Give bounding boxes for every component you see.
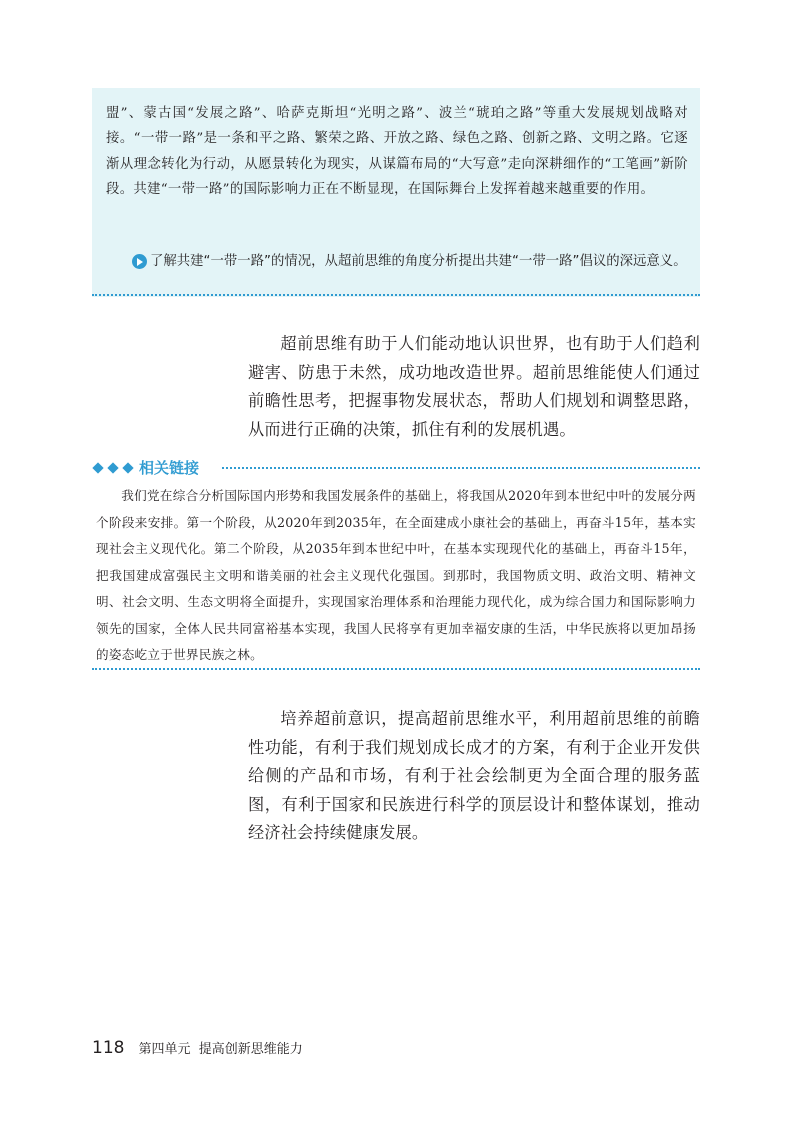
chapter-label: 提高创新思维能力	[198, 1042, 303, 1057]
diamond-icon	[122, 462, 133, 473]
related-link-heading	[94, 458, 199, 478]
case-box-divider	[92, 294, 700, 296]
page-number: 118	[92, 1038, 125, 1058]
body-paragraph-2: 培养超前意识，提高超前思维水平，利用超前思维的前瞻性功能，有利于我们规划成长成才的方案，有利于企业开发供给侧的产品和市场，有利于社会绘制更为全面合理的服务蓝图，有利于国家和民族进行科学的顶层设计和整体谋划，推动经济社会持续健康发展。	[248, 709, 700, 842]
case-box	[92, 88, 700, 297]
related-link-top-divider	[222, 467, 700, 469]
related-link-text: 我们党在综合分析国际国内形势和我国发展条件的基础上，将我国从2020年到本世纪中叶的发展分两个阶段来安排。第一个阶段，从2020年到2035年，在全面建成小康社会的基础上，再奋斗15年，基本实现社会主义现代化。第二个阶段，从2035年到本世纪中叶，在基本实现现代化的基础上，再奋斗15年，把我国建成富强民主文明和谐美丽的社会主义现代化强国。到那时，我国物质文明、政治文明、精神文明、社会文明、生态文明将全面提升，实现国家治理体系和治理能力现代化，成为综合国力和国际影响力领先的国家，全体人民共同富裕基本实现，我国人民将享有更加幸福安康的生活，中华民族将以更加昂扬的姿态屹立于世界民族之林。	[96, 488, 696, 662]
page-footer	[92, 1038, 303, 1060]
diamond-icon	[92, 462, 103, 473]
case-text: 盟”、蒙古国“发展之路”、哈萨克斯坦“光明之路”、波兰“琥珀之路”等重大发展规划战略对接。“一带一路”是一条和平之路、繁荣之路、开放之路、绿色之路、创新之路、文明之路。它逐渐从理念转化为行动，从愿景转化为现实，从谋篇布局的“大写意”走向深耕细作的“工笔画”新阶段。共建“一带一路”的国际影响力正在不断显现，在国际舞台上发挥着越来越重要的作用。	[106, 106, 688, 198]
related-link-title: 相关链接	[139, 459, 200, 477]
unit-label: 第四单元	[138, 1042, 191, 1057]
body-paragraph-1: 超前思维有助于人们能动地认识世界，也有助于人们趋利避害、防患于未然，成功地改造世界。超前思维能使人们通过前瞻性思考，把握事物发展状态，帮助人们规划和调整思路，从而进行正确的决策，抓住有利的发展机遇。	[248, 334, 700, 439]
play-circle-icon	[132, 254, 147, 269]
case-task-text: 了解共建“一带一路”的情况，从超前思维的角度分析提出共建“一带一路”倡议的深远意义。	[150, 254, 687, 269]
diamond-icon	[107, 462, 118, 473]
related-link-bottom-divider	[92, 668, 700, 670]
